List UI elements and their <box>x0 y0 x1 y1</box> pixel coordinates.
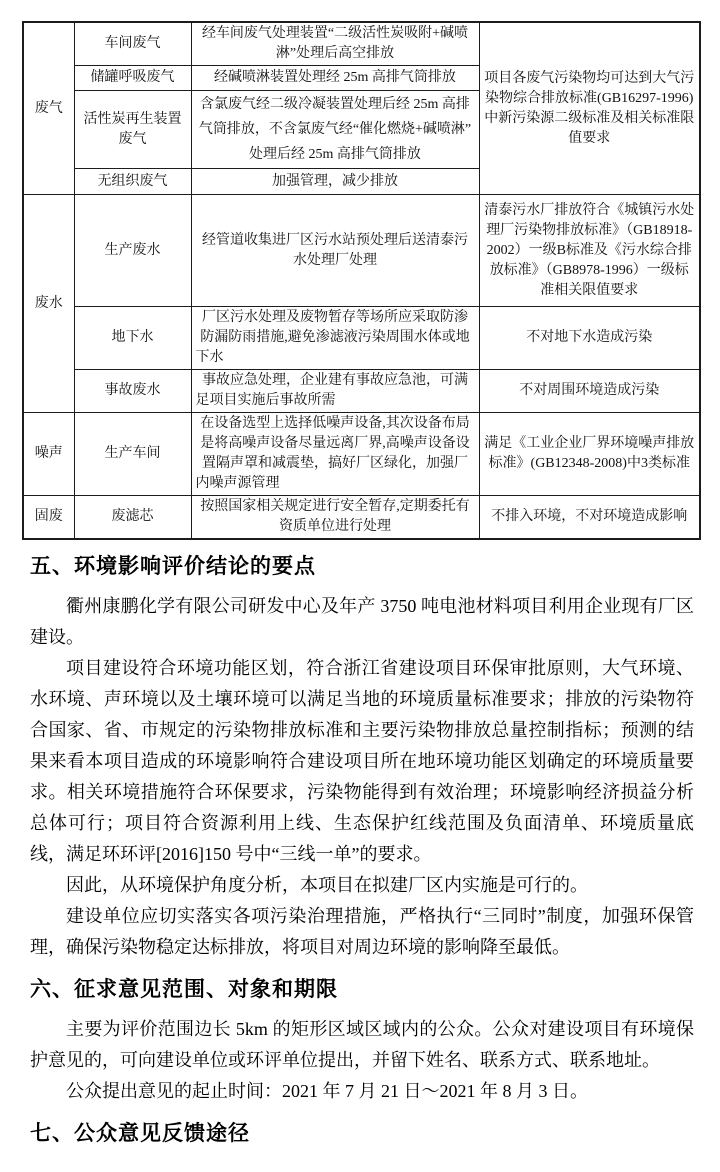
cell-sub-production-workshop: 生产车间 <box>74 413 191 496</box>
cell-sub-waste-filter: 废滤芯 <box>74 496 191 540</box>
table-row <box>23 496 700 540</box>
cell-category-waste-gas: 废气 <box>23 22 74 195</box>
table-row <box>23 307 700 370</box>
cell-measure-noise: 在设备选型上选择低噪声设备,其次设备布局是将高噪声设备尽量远离厂界,高噪声设备设置隔声罩和减震垫，搞好厂区绿化，加强厂内噪声源管理 <box>191 413 479 496</box>
cell-category-solid-waste: 固废 <box>23 496 74 540</box>
cell-sub-tank-breathing-gas: 储罐呼吸废气 <box>74 66 191 91</box>
table-row <box>23 370 700 413</box>
section-heading-seven: 七、公众意见反馈途径 <box>30 1122 250 1145</box>
paragraph: 建设单位应切实落实各项污染治理措施，严格执行“三同时”制度，加强环保管理，确保污染物稳定达标排放，将项目对周边环境的影响降至最低。 <box>30 906 694 957</box>
cell-measure-accident-wastewater: 事故应急处理，企业建有事故应急池，可满足项目实施后事故所需 <box>191 370 479 413</box>
cell-sub-carbon-regen-gas: 活性炭再生装置废气 <box>74 91 191 169</box>
cell-measure-carbon-regen-gas: 含氯废气经二级冷凝装置处理后经 25m 高排气筒排放，不含氯废气经“催化燃烧+碱喷淋”处理后经 25m 高排气筒排放 <box>191 91 479 169</box>
cell-standard-noise: 满足《工业企业厂界环境噪声排放标准》(GB12348-2008)中3类标准 <box>479 413 700 496</box>
cell-measure-fugitive-gas: 加强管理，减少排放 <box>191 169 479 195</box>
section-heading-six: 六、征求意见范围、对象和期限 <box>30 978 338 1001</box>
table-row <box>23 195 700 307</box>
document-page <box>0 21 720 1172</box>
cell-measure-solid-waste: 按照国家相关规定进行安全暂存,定期委托有资质单位进行处理 <box>191 496 479 540</box>
cell-standard-waste-gas: 项目各废气污染物均可达到大气污染物综合排放标准(GB16297-1996)中新污染源二级标准及相关标准限值要求 <box>479 22 700 195</box>
paragraph: 公众提出意见的起止时间：2021 年 7 月 21 日～2021 年 8 月 3 日。 <box>66 1081 588 1101</box>
cell-measure-workshop-gas: 经车间废气处理装置“二级活性炭吸附+碱喷淋”处理后高空排放 <box>191 22 479 66</box>
section-heading-five: 五、环境影响评价结论的要点 <box>30 555 316 578</box>
cell-category-waste-water: 废水 <box>23 195 74 413</box>
paragraph: 主要为评价范围边长 5km 的矩形区域区域内的公众。公众对建设项目有环境保护意见的，可向建设单位或环评单位提出，并留下姓名、联系方式、联系地址。 <box>30 1019 694 1070</box>
cell-standard-groundwater: 不对地下水造成污染 <box>479 307 700 370</box>
document-body <box>0 552 720 1149</box>
paragraph: 项目建设符合环境功能区划，符合浙江省建设项目环保审批原则，大气环境、水环境、声环境以及土壤环境可以满足当地的环境质量标准要求；排放的污染物符合国家、省、市规定的污染物排放标准和主要污染物排放总量控制指标；预测的结果来看本项目造成的环境影响符合建设项目所在地环境功能区划确定的环境质量要求。相关环境措施符合环保要求，污染物能得到有效治理；环境影响经济损益分析总体可行；项目符合资源利用上线、生态保护红线范围及负面清单、环境质量底线，满足环环评[2016]150 号中“三线一单”的要求。 <box>30 658 694 864</box>
cell-sub-workshop-gas: 车间废气 <box>74 22 191 66</box>
table-row <box>23 413 700 496</box>
cell-category-noise: 噪声 <box>23 413 74 496</box>
cell-standard-solid-waste: 不排入环境，不对环境造成影响 <box>479 496 700 540</box>
cell-sub-fugitive-gas: 无组织废气 <box>74 169 191 195</box>
table-row <box>23 22 700 66</box>
cell-sub-groundwater: 地下水 <box>74 307 191 370</box>
paragraph: 因此，从环境保护角度分析，本项目在拟建厂区内实施是可行的。 <box>66 875 588 895</box>
cell-measure-tank-breathing-gas: 经碱喷淋装置处理经 25m 高排气筒排放 <box>191 66 479 91</box>
cell-measure-production-wastewater: 经管道收集进厂区污水站预处理后送清泰污水处理厂处理 <box>191 195 479 307</box>
cell-measure-groundwater: 厂区污水处理及废物暂存等场所应采取防渗防漏防雨措施,避免渗滤液污染周围水体或地下水 <box>191 307 479 370</box>
pollution-measures-table <box>22 21 701 540</box>
cell-standard-accident-wastewater: 不对周围环境造成污染 <box>479 370 700 413</box>
cell-sub-production-wastewater: 生产废水 <box>74 195 191 307</box>
cell-sub-accident-wastewater: 事故废水 <box>74 370 191 413</box>
cell-standard-production-wastewater: 清泰污水厂排放符合《城镇污水处理厂污染物排放标准》（GB18918-2002）一级B标准及《污水综合排放标准》（GB8978-1996）一级标准相关限值要求 <box>479 195 700 307</box>
paragraph: 衢州康鹏化学有限公司研发中心及年产 3750 吨电池材料项目利用企业现有厂区建设。 <box>30 596 694 647</box>
